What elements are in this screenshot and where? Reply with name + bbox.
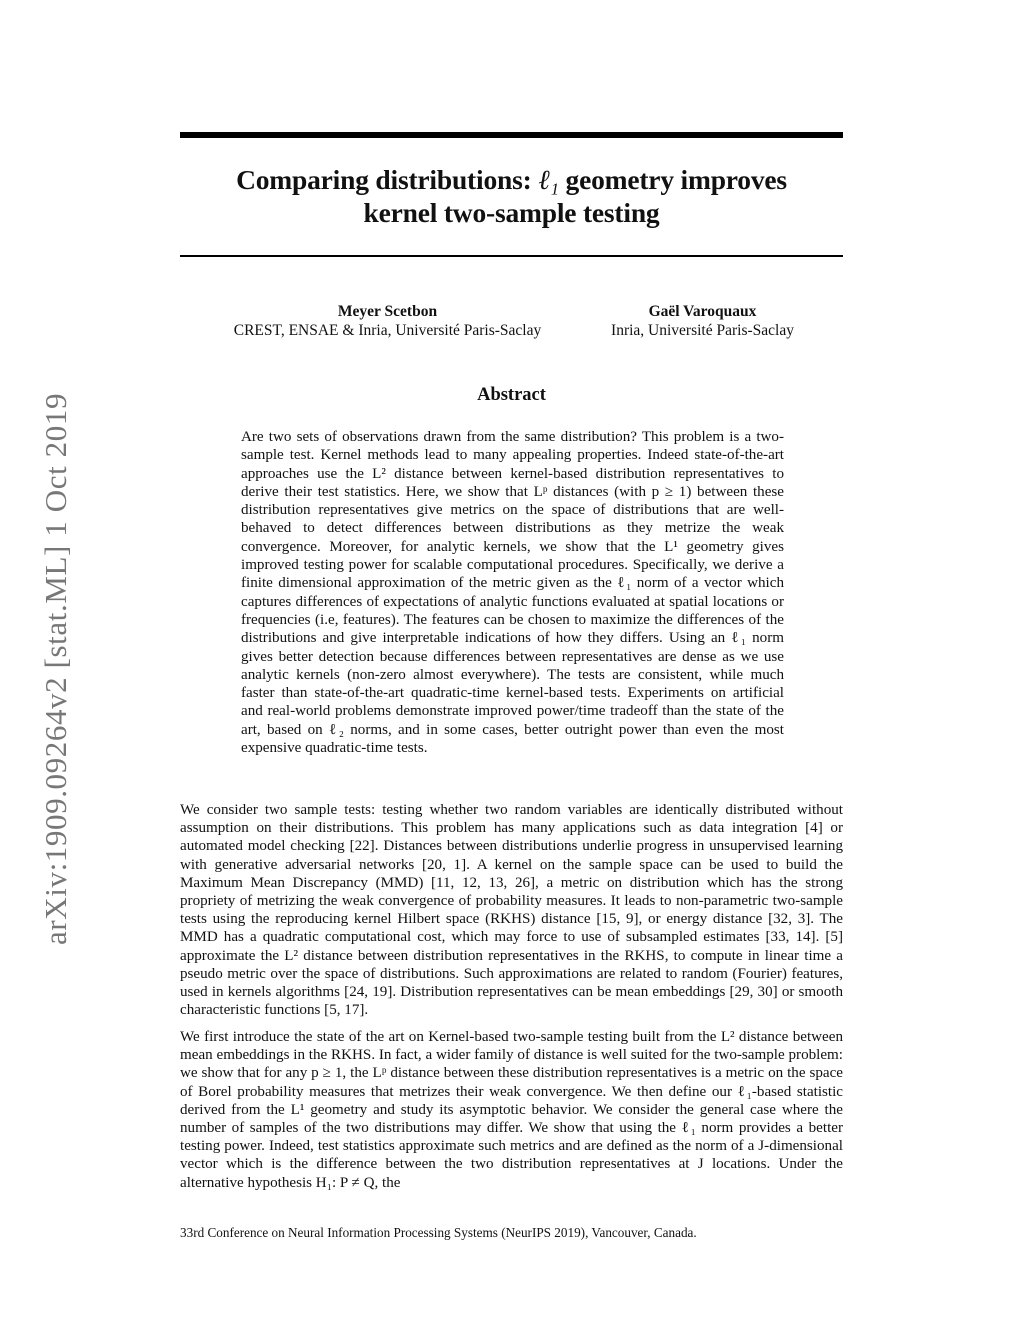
title-top-rule [180, 132, 843, 138]
paper-title [180, 163, 843, 229]
title-part-1: Comparing distributions: [236, 164, 539, 195]
title-line-2: kernel two-sample testing [363, 197, 660, 228]
abstract-text: Are two sets of observations drawn from the same distribution? This problem is a two-sample test. Kernel methods lead to many appealing properties. Indeed state-of-the-art approaches use the L² distance between kernel-based distribution representatives to derive their test statistics. Here, we show that Lᵖ distances (with p ≥ 1) between these distribution representatives give metrics on the space of distributions that are well-behaved to detect differences between distributions as they metrize the weak convergence. Moreover, for analytic kernels, we show that the L¹ geometry gives improved testing power for scalable computational procedures. Specifically, we derive a finite dimensional approximation of the metric given as the ℓ₁ norm of a vector which captures differences of expectations of analytic functions evaluated at spatial locations or frequencies (i.e, features). The features can be chosen to maximize the differences of the distributions and give interpretable indications of how they differs. Using an ℓ₁ norm gives better detection because differences between representatives are dense as we use analytic kernels (non-zero almost everywhere). The tests are consistent, while much faster than state-of-the-art quadratic-time kernel-based tests. Experiments on artificial and real-world problems demonstrate improved power/time tradeoff than the state of the art, based on ℓ₂ norms, and in some cases, better outright power than even the most expensive quadratic-time tests. [241, 429, 784, 757]
author-affiliation: CREST, ENSAE & Inria, Université Paris-Saclay [233, 322, 542, 339]
author-name: Meyer Scetbon [337, 303, 438, 320]
author-affiliation: Inria, Université Paris-Saclay [611, 322, 794, 339]
author-block [205, 302, 570, 340]
title-bottom-rule [180, 255, 843, 257]
arxiv-identifier: arXiv:1909.09264v2 [stat.ML] 1 Oct 2019 [38, 392, 73, 945]
body-paragraph: We consider two sample tests: testing whether two random variables are identically distributed without assumption on their distributions. This problem has many applications such as data integration [4] or automated model checking [22]. Distances between distributions underlie progress in unsupervised learning with generative adversarial networks [20, 1]. A kernel on the sample space can be used to build the Maximum Mean Discrepancy (MMD) [11, 12, 13, 26], a metric on distribution which has the strong propriety of metrizing the weak convergence of probability measures. It leads to non-parametric two-sample tests using the reproducing kernel Hilbert space (RKHS) distance [15, 9], or energy distance [32, 3]. The MMD has a quadratic computational cost, which may force to use of subsampled estimates [33, 14]. [5] approximate the L² distance between distribution representatives in the RKHS, to compute in linear time a pseudo metric over the space of distributions. Such approximations are related to random (Fourier) features, used in kernels algorithms [24, 19]. Distribution representatives can be mean embeddings [29, 30] or smooth characteristic functions [5, 17]. [180, 802, 843, 1019]
conference-footnote: 33rd Conference on Neural Information Processing Systems (NeurIPS 2019), Vancouver, Canada. [180, 1225, 697, 1240]
abstract-heading: Abstract [477, 385, 546, 405]
author-name: Gaël Varoquaux [648, 303, 757, 320]
title-part-2: geometry improves [558, 164, 787, 195]
body-paragraph: We first introduce the state of the art on Kernel-based two-sample testing built from the L² distance between mean embeddings in the RKHS. In fact, a wider family of distance is well suited for the two-sample problem: we show that for any p ≥ 1, the Lᵖ distance between these distribution representatives is a metric on the space of Borel probability measures that metrizes their weak convergence. We then define our ℓ₁-based statistic derived from the L¹ geometry and study its asymptotic behavior. We consider the general case where the number of samples of the two distributions may differ. We show that using the ℓ₁ norm provides a better testing power. Indeed, test statistics approximate such metrics and are defined as the norm of a J-dimensional vector which is the difference between the two distribution representatives at J locations. Under the alternative hypothesis H₁: P ≠ Q, the [180, 1029, 843, 1191]
title-symbol: ℓ₁ [538, 164, 559, 195]
author-block [590, 302, 815, 340]
